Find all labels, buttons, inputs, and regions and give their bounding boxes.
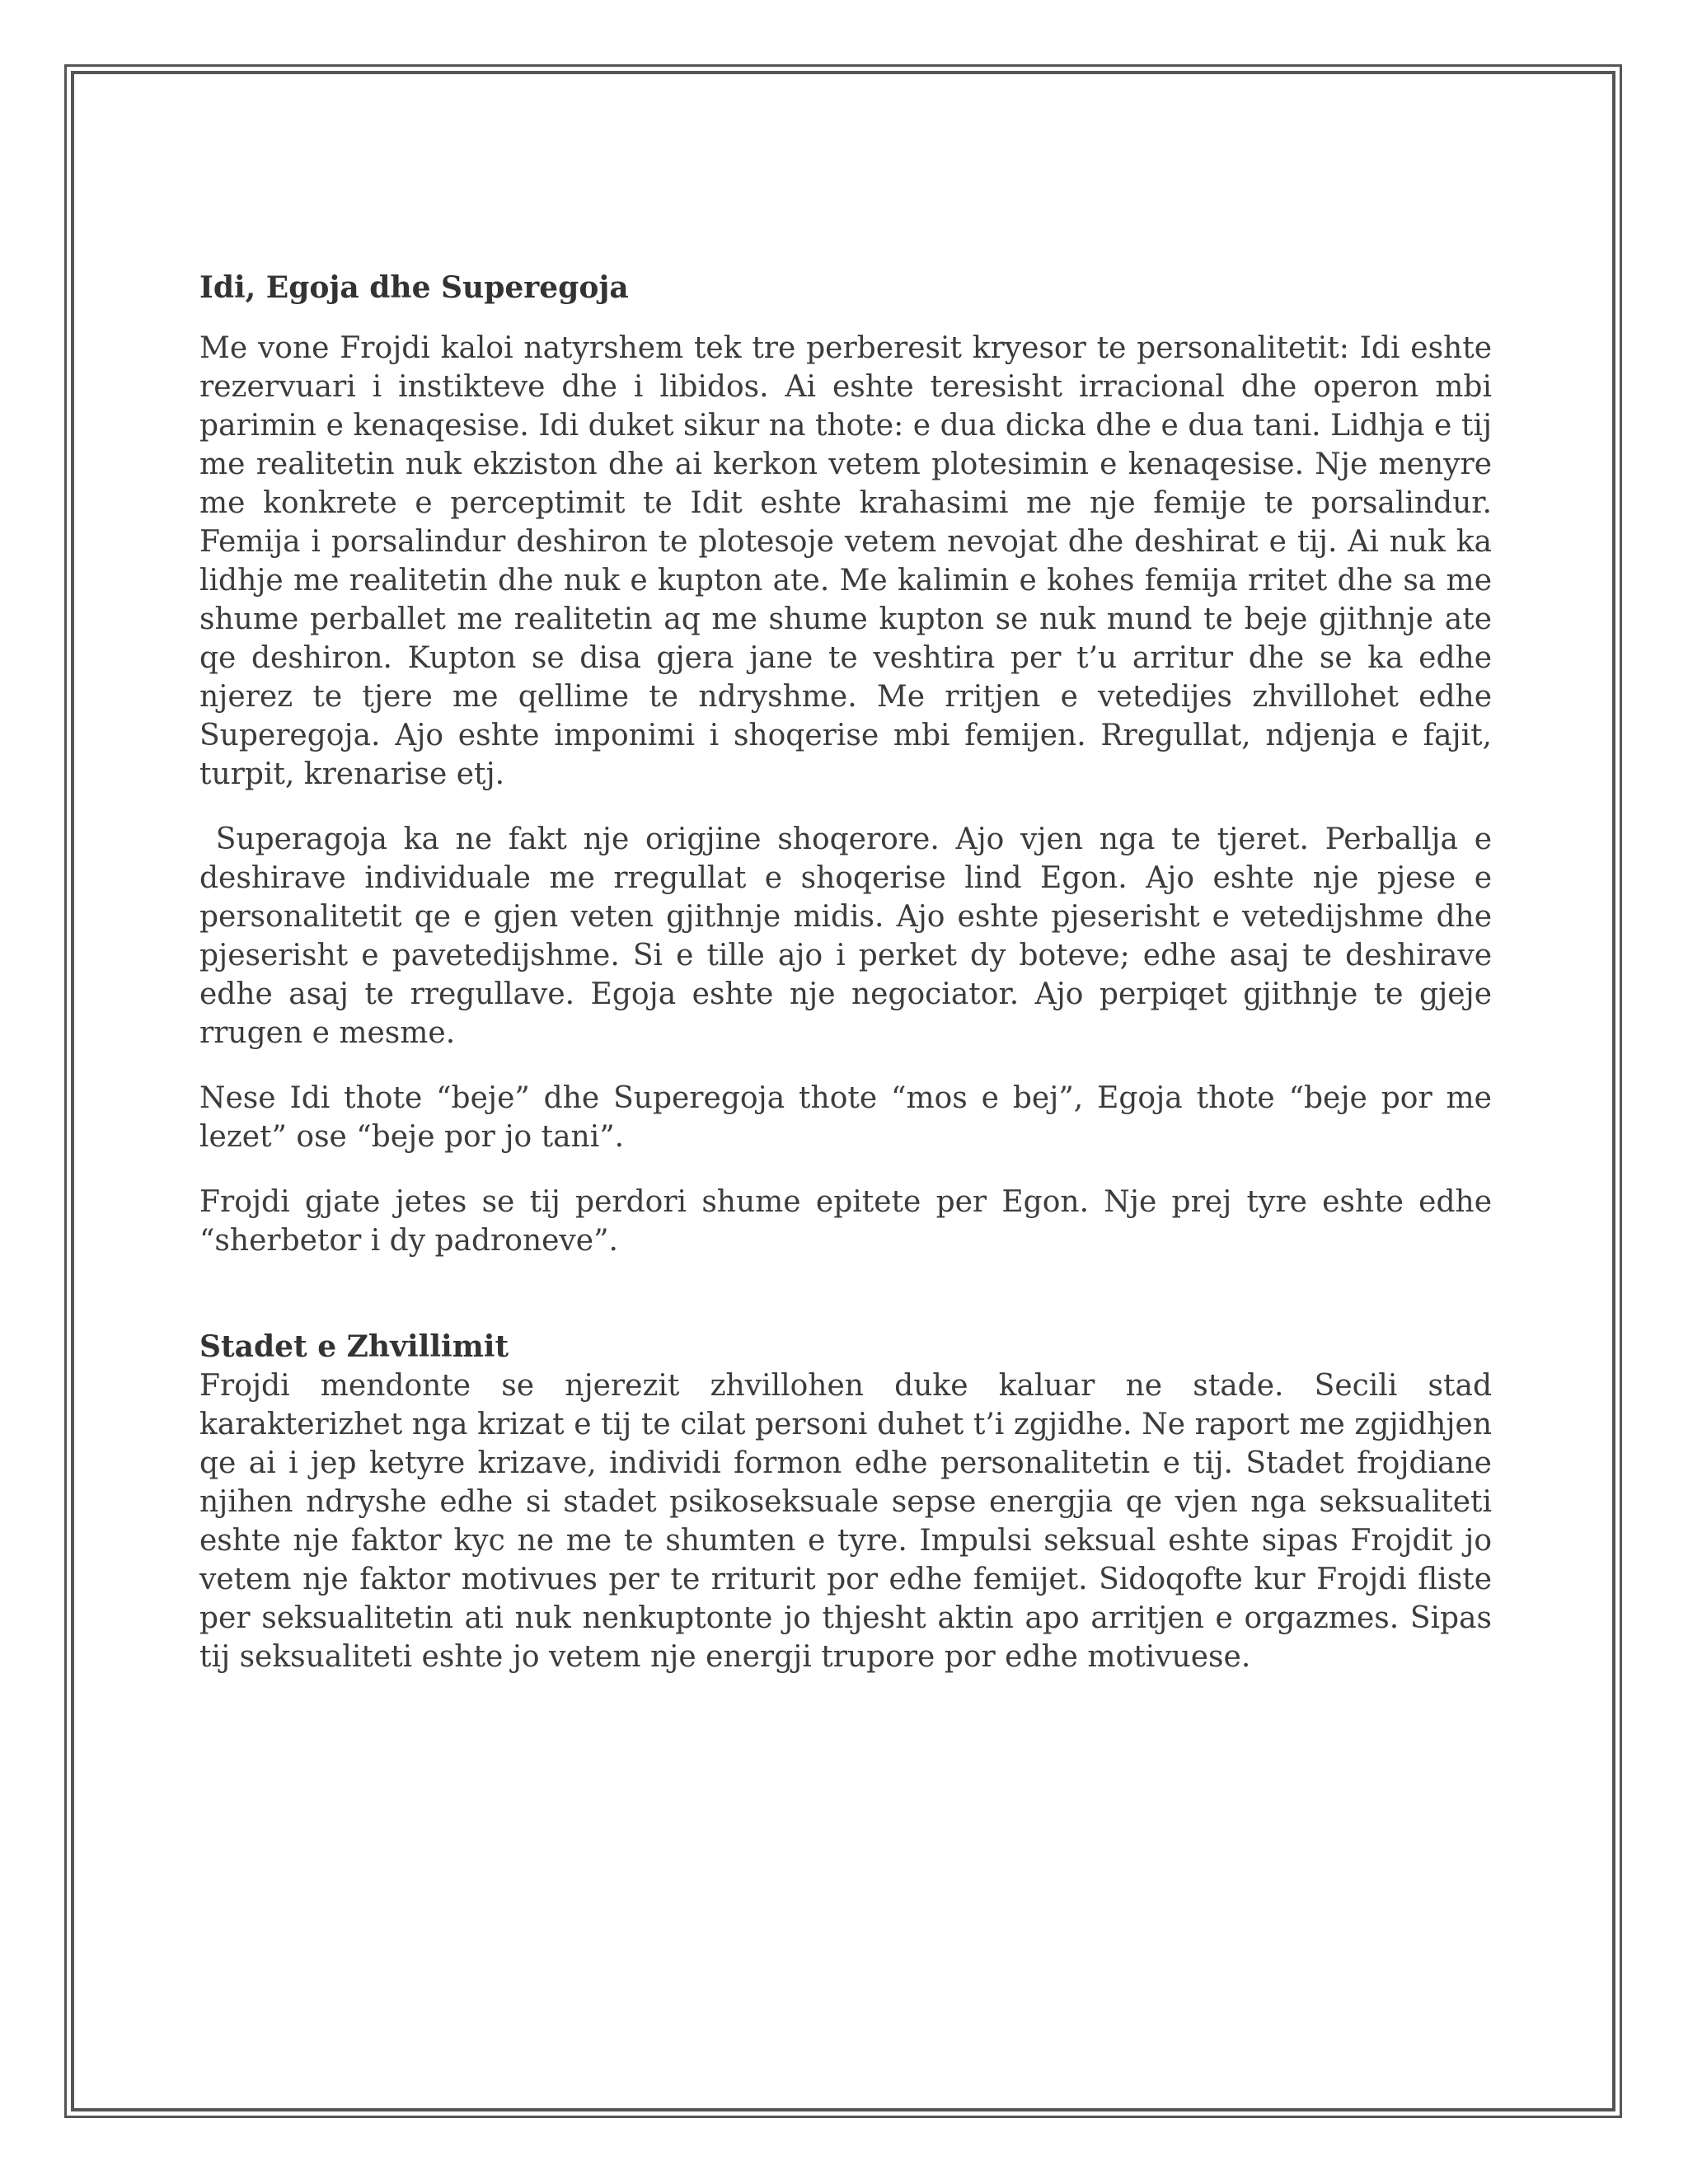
paragraph-psychosexual-stages: Frojdi mendonte se njerezit zhvillohen duke kaluar ne stade. Secili stad karakterizhet nga krizat e tij te cilat personi duhet t’i zgjidhe. Ne raport me zgjidhjen qe ai i jep ketyre krizave, individi formon edhe personalitetin e tij. Stadet frojdiane njihen ndryshe edhe si stadet psikoseksuale sepse energjia qe vjen nga seksualiteti eshte nje faktor kyc ne me te shumten e tyre. Impulsi seksual eshte sipas Frojdit jo vetem nje faktor motivues per te rriturit por edhe femijet. Sidoqofte kur Frojdi fliste per seksualitetin ati nuk nenkuptonte jo thjesht aktin apo arritjen e orgazmes. Sipas tij seksualiteti eshte jo vetem nje energji trupore por edhe motivuese. [199,1369,1492,1674]
paragraph-ego-negotiation: Nese Idi thote “beje” dhe Superegoja thote “mos e bej”, Egoja thote “beje por me lezet” ose “beje por jo tani”. [199,1081,1492,1154]
section-heading-stages: Stadet e Zhvillimit [199,1329,509,1364]
document-body [199,269,1502,1676]
paragraph-id-description: Me vone Frojdi kaloi natyrshem tek tre perberesit kryesor te personalitetit: Idi eshte rezervuari i instikteve dhe i libidos. Ai eshte teresisht irracional dhe operon mbi parimin e kenaqesise. Idi duket sikur na thote: e dua dicka dhe e dua tani. Lidhja e tij me realitetin nuk ekziston dhe ai kerkon vetem plotesimin e kenaqesise. Nje menyre me konkrete e perceptimit te Idit eshte krahasimi me nje femije te porsalindur. Femija i porsalindur deshiron te plotesoje vetem nevojat dhe deshirat e tij. Ai nuk ka lidhje me realitetin dhe nuk e kupton ate. Me kalimin e kohes femija rritet dhe sa me shume perballet me realitetin aq me shume kupton se nuk mund te beje gjithnje ate qe deshiron. Kupton se disa gjera jane te veshtira per t’u arritur dhe se ka edhe njerez te tjere me qellime te ndryshme. Me rritjen e vetedijes zhvillohet edhe Superegoja. Ajo eshte imponimi i shoqerise mbi femijen. Rregullat, ndjenja e fajit, turpit, krenarise etj. [199,331,1492,791]
section-heading-idi-ego-superego: Idi, Egoja dhe Superegoja [199,270,629,305]
paragraph-superego-origin: Superagoja ka ne fakt nje origjine shoqerore. Ajo vjen nga te tjeret. Perballja e deshirave individuale me rregullat e shoqerise lind Egon. Ajo eshte nje pjese e personalitetit qe e gjen veten gjithnje midis. Ajo eshte pjeserisht e vetedijshme dhe pjeserisht e pavetedijshme. Si e tille ajo i perket dy boteve; edhe asaj te deshirave edhe asaj te rregullave. Egoja eshte nje negociator. Ajo perpiqet gjithnje te gjeje rrugen e mesme. [199,823,1502,1050]
paragraph-ego-epithets: Frojdi gjate jetes se tij perdori shume epitete per Egon. Nje prej tyre eshte edhe “sherbetor i dy padroneve”. [199,1185,1492,1258]
